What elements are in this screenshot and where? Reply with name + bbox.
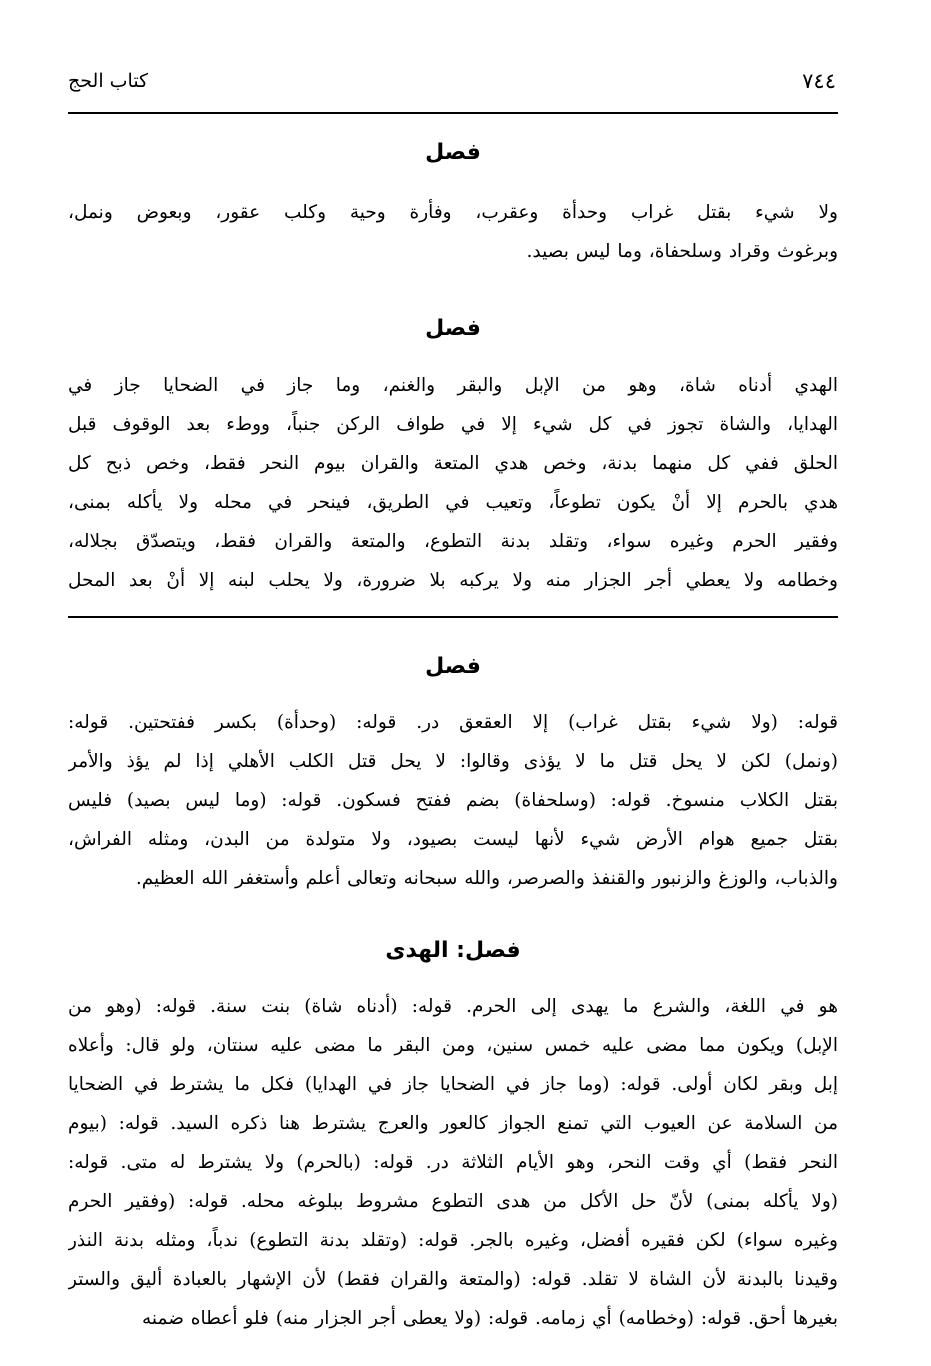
page-number: ٧٤٤ — [802, 69, 836, 93]
text-line: وخطامه ولا يعطي أجر الجزار منه ولا يركبه بلا ضرورة، ولا يحلب لبنه إلا أنْ بعد المحل — [68, 570, 838, 591]
commentary-section1-heading: فصل — [425, 654, 481, 679]
text-line: هو في اللغة، والشرع ما يهدى إلى الحرم. قوله: (أدناه شاة) بنت سنة. قوله: (وهو من — [68, 996, 838, 1017]
matn-section1-paragraph — [68, 193, 838, 271]
commentary-section1-paragraph — [68, 703, 838, 898]
text-line: من السلامة عن العيوب التي تمنع الجواز كالعور والعرج يشترط هنا ذكره السيد. قوله: (بيوم — [68, 1113, 838, 1134]
text-line: والذباب، والوزغ والزنبور والقنفذ والصرصر، والله سبحانه وتعالى أعلم وأستغفر الله العظيم. — [135, 868, 838, 889]
text-line: الحلق ففي كل منهما بدنة، وخص هدي المتعة والقران بيوم النحر فقط، وخص ذبح كل — [68, 453, 838, 474]
text-line: الهدي أدناه شاة، وهو من الإبل والبقر والغنم، وما جاز في الضحايا جاز في — [68, 375, 838, 396]
text-line: (ونمل) لكن لا يحل قتل ما لا يؤذى وقالوا: لا يحل قتل الكلب الأهلي إذا لم يؤذ والأمر — [68, 751, 838, 772]
commentary-section2-heading: فصل: الهدى — [385, 938, 521, 963]
text-line: الإبل) ويكون مما مضى عليه خمس سنين، ومن البقر ما مضى عليه سنتان، ولو قال: وأعلاه — [68, 1035, 838, 1056]
commentary-section2-paragraph — [68, 987, 838, 1338]
text-line: وفقير الحرم وغيره سواء، وتقلد بدنة التطوع، والمتعة والقران فقط، ويتصدّق بجلاله، — [68, 531, 838, 552]
text-line: بقتل جميع هوام الأرض شيء لأنها ليست بصيود، ولا متولدة من البدن، ومثله الفراش، — [68, 829, 838, 850]
text-line: ولا شيء بقتل غراب وحدأة وعقرب، وفأرة وحية وكلب عقور، وبعوض ونمل، — [68, 202, 838, 223]
text-line: وغيره سواء) لكن فقيره أفضل، وغيره بالجر. قوله: (وتقلد بدنة التطوع) ندباً، ومثله بدنة النذر — [68, 1230, 838, 1251]
matn-section1-heading: فصل — [425, 140, 481, 165]
header-rule — [68, 112, 838, 114]
text-line: هدي بالحرم إلا أنْ يكون تطوعاً، وتعيب في الطريق، فينحر في محله ولا يأكله بمنى، — [68, 492, 838, 513]
text-line: (ولا يأكله بمنى) لأنّ حل الأكل من هدى التطوع مشروط ببلوغه محله. قوله: (وفقير الحرم — [68, 1191, 838, 1212]
matn-section2-paragraph — [68, 366, 838, 600]
text-line: بغيرها أحق. قوله: (وخطامه) أي زمامه. قوله: (ولا يعطى أجر الجزار منه) فلو أعطاه ضمنه — [142, 1308, 838, 1329]
text-line: الهدايا، والشاة تجوز في كل شيء إلا في طواف الركن جنباً، ووطء بعد الوقوف قبل — [68, 414, 838, 435]
commentary-divider-rule — [68, 616, 838, 618]
text-line: وبرغوث وقراد وسلحفاة، وما ليس بصيد. — [526, 241, 838, 262]
text-line: قوله: (ولا شيء بقتل غراب) إلا العقعق در. قوله: (وحدأة) بكسر ففتحتين. قوله: — [68, 712, 838, 733]
text-line: إبل وبقر لكان أولى. قوله: (وما جاز في الضحايا جاز في الهدايا) فكل ما يشترط في الضحايا — [68, 1074, 838, 1095]
text-line: وقيدنا بالبدنة لأن الشاة لا تقلد. قوله: (والمتعة والقران فقط) لأن الإشهار بالعبادة أليق والستر — [68, 1269, 838, 1290]
text-line: النحر فقط) أي وقت النحر، وهو الأيام الثلاثة در. قوله: (بالحرم) ولا يشترط له متى. قوله: — [68, 1152, 838, 1173]
text-line: بقتل الكلاب منسوخ. قوله: (وسلحفاة) بضم ففتح فسكون. قوله: (وما ليس بصيد) فليس — [68, 790, 838, 811]
book-title: كتاب الحج — [68, 70, 149, 92]
running-header — [68, 66, 836, 96]
matn-section2-heading: فصل — [425, 316, 481, 341]
